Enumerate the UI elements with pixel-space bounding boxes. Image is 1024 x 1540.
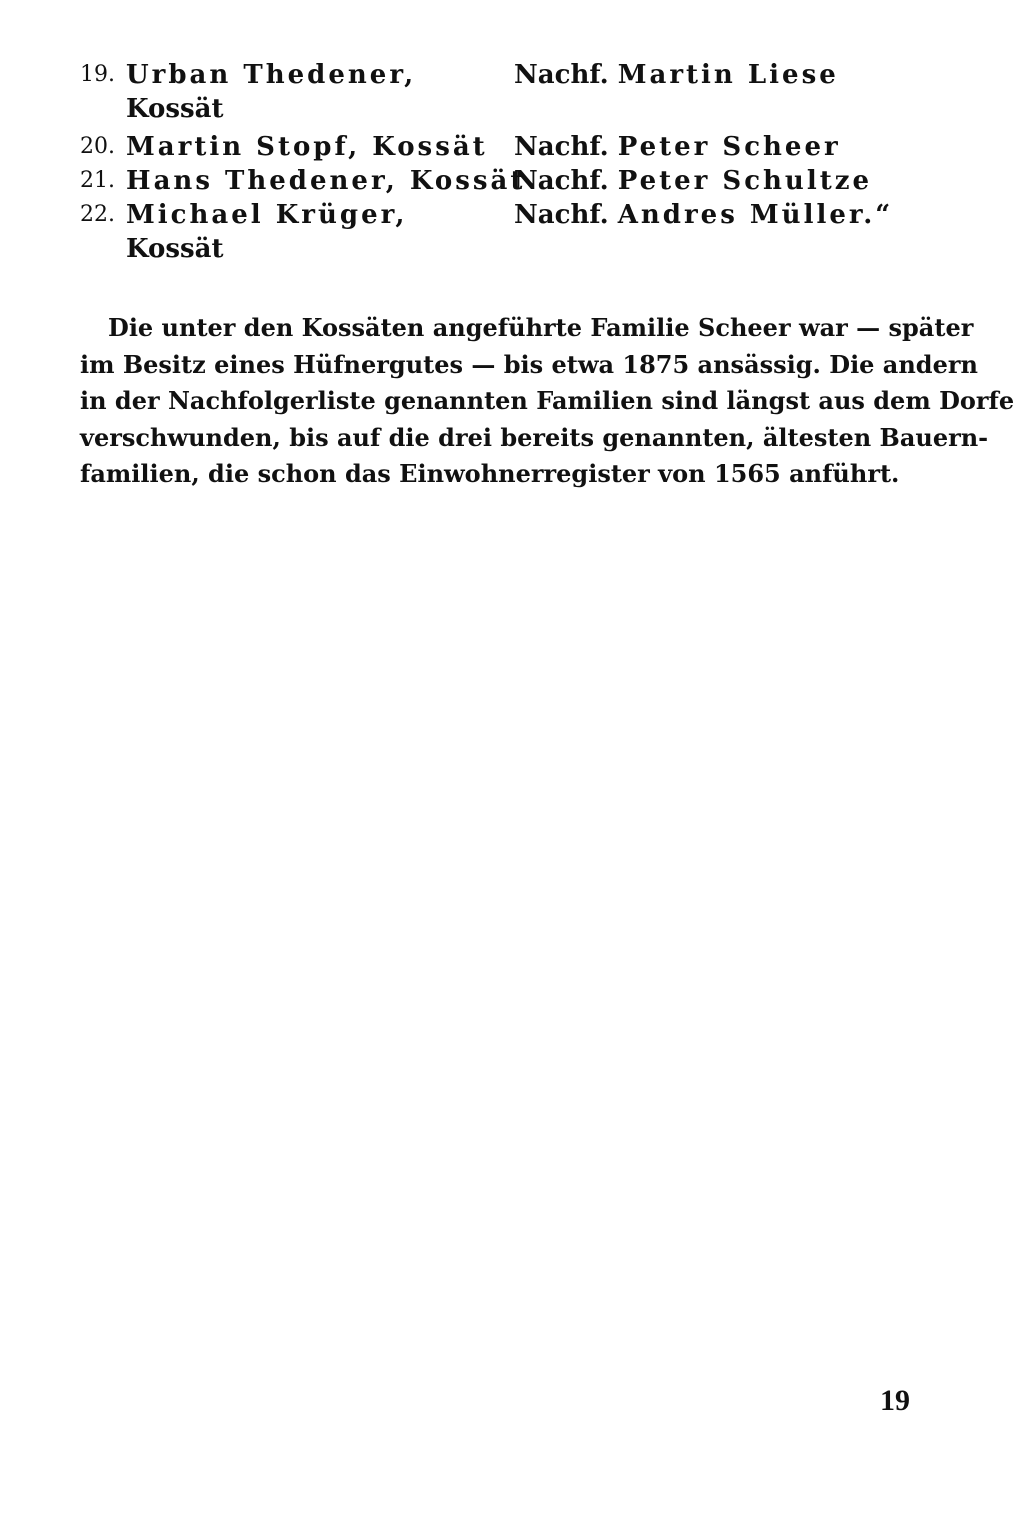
paragraph-line: Die unter den Kossäten angeführte Familie Scheer war — später (108, 313, 974, 342)
successor-name: Martin Liese (617, 60, 839, 90)
body-paragraph (80, 310, 1015, 493)
entry-number: 19. (80, 62, 115, 87)
entry-number: 22. (80, 202, 115, 227)
entry-number: 20. (80, 134, 115, 159)
list-entry-19 (80, 58, 940, 130)
paragraph-line: in der Nachfolgerliste genannten Familien sind längst aus dem Dorfe (80, 386, 1015, 415)
entry-name: Martin Stopf, Kossät (126, 132, 488, 162)
successor-name: Peter Schultze (617, 166, 873, 196)
entry-name: Hans Thedener, Kossät (126, 166, 526, 196)
entry-number: 21. (80, 168, 115, 193)
list-entry-22 (80, 198, 940, 270)
successor-name: Andres Müller.“ (617, 200, 894, 230)
entry-name: Michael Krüger, (126, 200, 408, 230)
successor-prefix: Nachf. (514, 60, 609, 90)
entry-successor (514, 164, 872, 198)
entry-name: Urban Thedener, (126, 60, 417, 90)
entry-successor (514, 58, 839, 92)
entry-role: Kossät (126, 94, 224, 124)
entry-successor (514, 130, 841, 164)
page-number: 19 (880, 1384, 910, 1417)
paragraph-line: im Besitz eines Hüfnergutes — bis etwa 1875 ansässig. Die andern (80, 349, 978, 379)
successor-name: Peter Scheer (617, 132, 841, 162)
entry-role: Kossät (126, 234, 224, 264)
paragraph-line: familien, die schon das Einwohnerregister von 1565 anführt. (80, 459, 900, 488)
list-entry-21 (80, 164, 940, 198)
list-entry-20 (80, 130, 940, 164)
successor-prefix: Nachf. (514, 200, 609, 230)
entry-successor (514, 198, 893, 232)
successor-list (80, 58, 940, 270)
successor-prefix: Nachf. (514, 132, 609, 162)
successor-prefix: Nachf. (514, 166, 609, 196)
paragraph-line: verschwunden, bis auf die drei bereits genannten, ältesten Bauern- (80, 422, 989, 452)
